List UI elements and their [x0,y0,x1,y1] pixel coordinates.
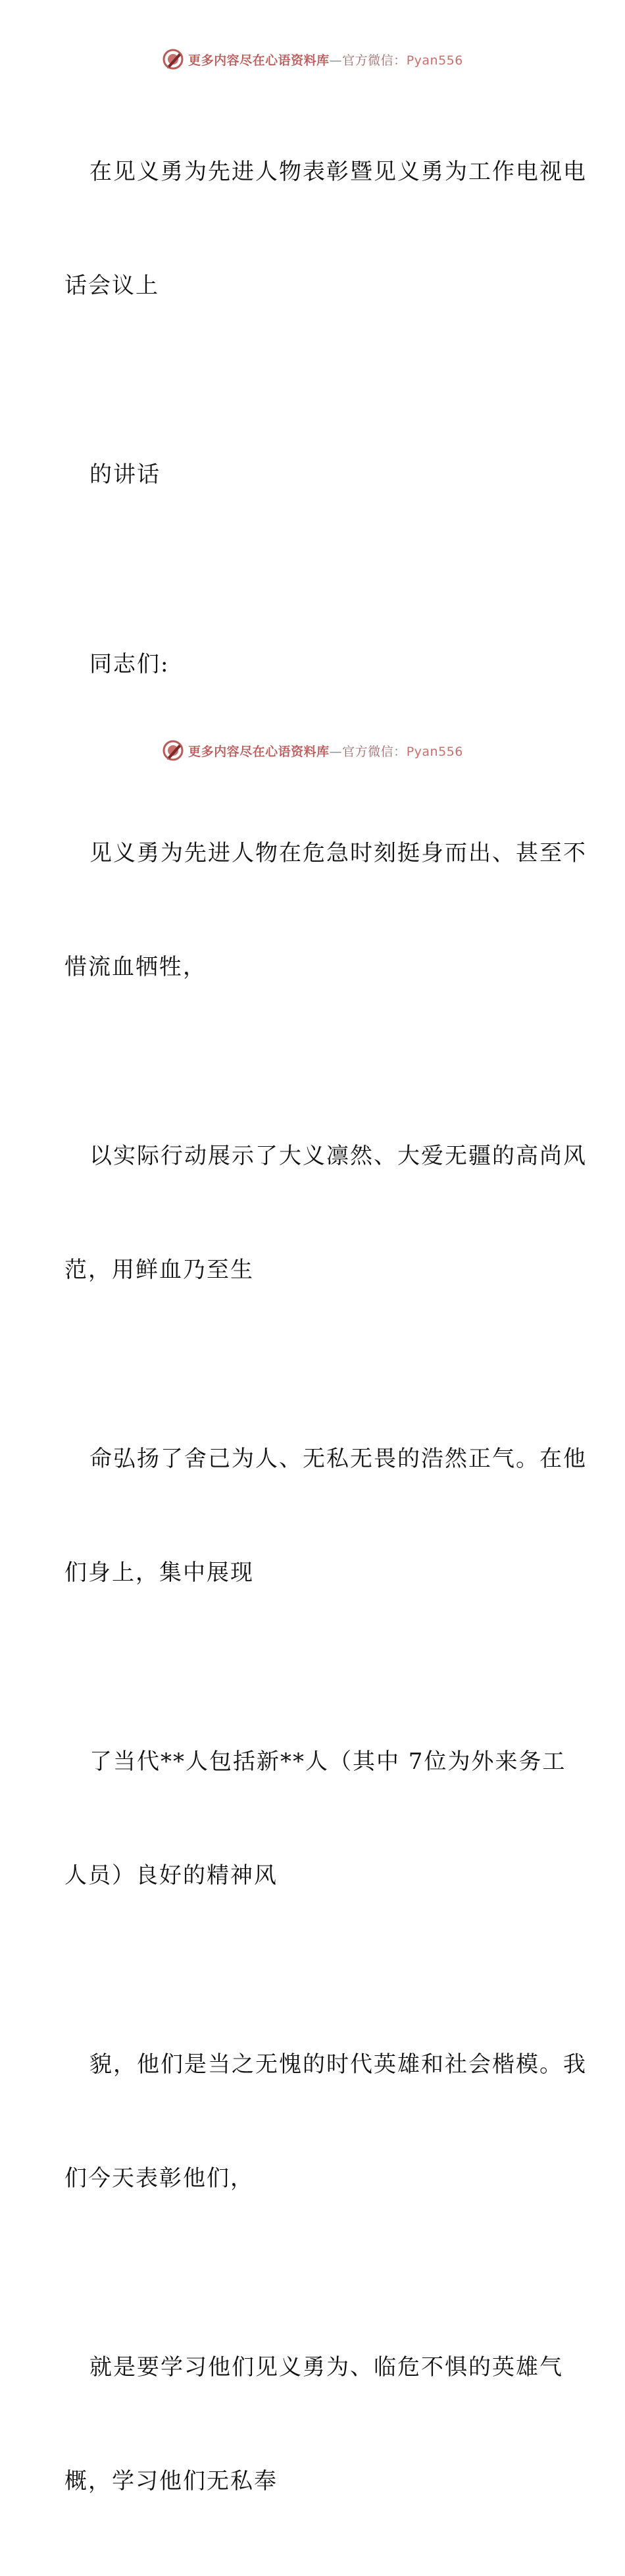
watermark-dash: — [329,53,343,68]
body-line: 见义勇为先进人物在危急时刻挺身而出、甚至不 [89,840,587,866]
watermark-main-text: 更多内容尽在心语资料库 [188,53,330,68]
watermark-sub-text: 官方微信： [342,53,407,68]
salutation-line: 同志们: [89,650,170,677]
body-paragraph [64,1062,587,1365]
body-line: 范，用鲜血乃至生 [64,1256,254,1283]
watermark-wechat-id: Pyan556 [406,53,463,68]
title-paragraph [64,78,587,381]
body-line: 了当代**人包括新**人（其中 7位为外来务工 [89,1748,566,1775]
body-line: 就是要学习他们见义勇为、临危不惧的英雄气 [89,2354,563,2380]
body-line: 以实际行动展示了大义凛然、大爱无疆的高尚风 [89,1143,587,1169]
title-suffix-paragraph [64,381,564,570]
body-line: 人员）良好的精神风 [64,1862,278,1889]
watermark-wechat-id: Pyan556 [406,744,463,759]
body-line: 概，学习他们无私奉 [64,2467,278,2494]
body-line: 貌，他们是当之无愧的时代英雄和社会楷模。我 [89,2051,587,2078]
body-paragraph [64,1970,587,2273]
title-suffix-line: 的讲话 [89,461,161,488]
body-line: 命弘扬了舍己为人、无私无畏的浩然正气。在他 [89,1446,587,1472]
document-body [64,78,587,2576]
watermark-dash: — [329,744,343,759]
body-paragraph [64,1365,587,1668]
salutation-paragraph [64,570,564,760]
body-paragraph [64,1668,564,1970]
page-header-watermark [0,45,625,74]
body-paragraph [64,759,587,1062]
pen-logo-icon [162,48,184,70]
body-paragraph [64,2273,564,2576]
body-line: 们身上，集中展现 [64,1559,254,1586]
page-footer-watermark [0,736,625,765]
title-line-2: 话会议上 [64,272,159,299]
body-line: 惜流血牺牲， [64,953,207,980]
body-line: 们今天表彰他们， [64,2165,254,2192]
title-line-1: 在见义勇为先进人物表彰暨见义勇为工作电视电 [89,159,587,185]
watermark-sub-text: 官方微信： [342,744,407,759]
pen-logo-icon [162,739,184,762]
watermark-main-text: 更多内容尽在心语资料库 [188,744,330,759]
